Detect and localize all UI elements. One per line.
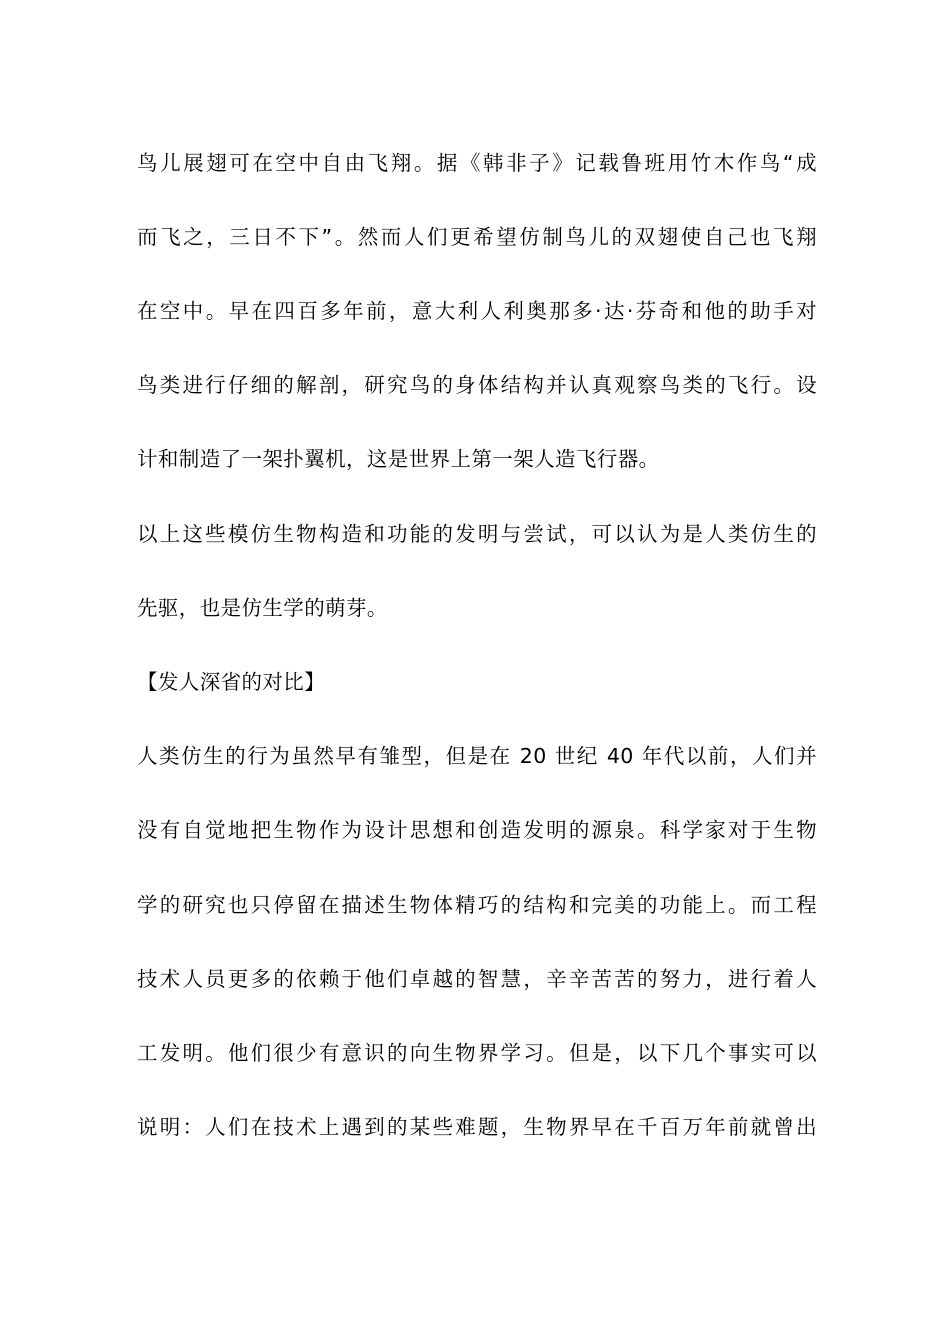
paragraph-line: 说明：人们在技术上遇到的某些难题，生物界早在千百万年前就曾出 xyxy=(137,1115,817,1139)
paragraph-line: 没有自觉地把生物作为设计思想和创造发明的源泉。科学家对于生物 xyxy=(137,818,817,842)
paragraph-line: 在空中。早在四百多年前，意大利人利奥那多·达·芬奇和他的助手对 xyxy=(137,299,817,323)
paragraph-line: 工发明。他们很少有意识的向生物界学习。但是，以下几个事实可以 xyxy=(137,1041,817,1065)
paragraph-line: 计和制造了一架扑翼机，这是世界上第一架人造飞行器。 xyxy=(137,447,660,471)
paragraph-line: 鸟儿展翅可在空中自由飞翔。据《韩非子》记载鲁班用竹木作鸟“成 xyxy=(137,151,817,175)
paragraph-line: 以上这些模仿生物构造和功能的发明与尝试，可以认为是人类仿生的 xyxy=(137,522,817,546)
paragraph-line: 鸟类进行仔细的解剖，研究鸟的身体结构并认真观察鸟类的飞行。设 xyxy=(137,373,817,397)
section-heading: 【发人深省的对比】 xyxy=(137,670,326,694)
paragraph-line: 人类仿生的行为虽然早有雏型，但是在 20 世纪 40 年代以前，人们并 xyxy=(137,744,817,768)
paragraph-line: 而飞之，三日不下”。然而人们更希望仿制鸟儿的双翅使自己也飞翔 xyxy=(137,225,817,249)
paragraph-line: 先驱，也是仿生学的萌芽。 xyxy=(137,596,388,620)
paragraph-line: 技术人员更多的依赖于他们卓越的智慧，辛辛苦苦的努力，进行着人 xyxy=(137,967,817,991)
paragraph-line: 学的研究也只停留在描述生物体精巧的结构和完美的功能上。而工程 xyxy=(137,893,817,917)
